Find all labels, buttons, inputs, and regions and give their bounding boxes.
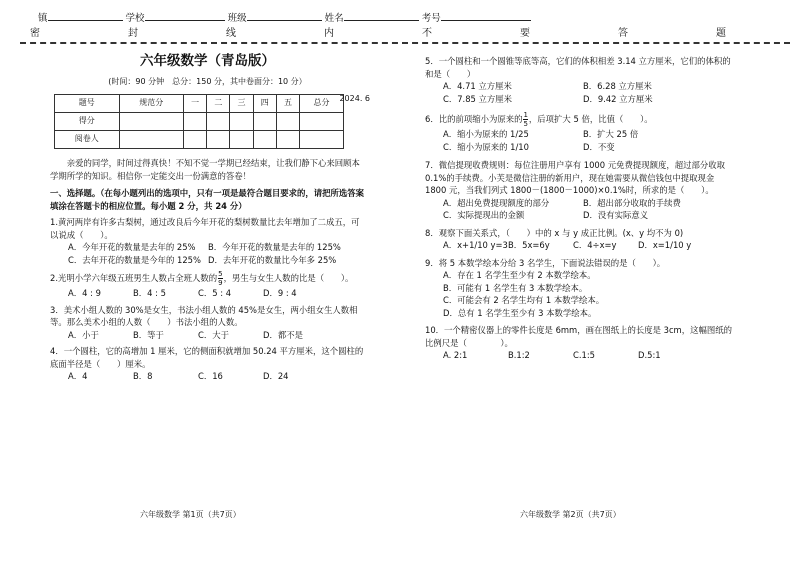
- field-school-blank[interactable]: [145, 11, 225, 21]
- question-2-options: [50, 287, 365, 300]
- question-5-options: [425, 80, 735, 105]
- option[interactable]: C.1:5: [573, 350, 595, 360]
- page-1-footer: 六年级数学 第1页（共7页）: [140, 510, 241, 519]
- seal-char: 线: [226, 28, 236, 39]
- question-3: 3．美术小组人数的 30%是女生，书法小组人数的 45%是女生，两小组女生人数相等。那么美术小组的人数（ ）书法小组的人数。: [50, 304, 358, 327]
- option[interactable]: B.1:2: [508, 350, 530, 360]
- option[interactable]: C．大于: [198, 329, 229, 340]
- seal-dashed-line: [20, 42, 790, 44]
- score-header-cell: 四: [253, 95, 276, 113]
- option[interactable]: D．没有实际意义: [583, 210, 649, 220]
- option[interactable]: D．9 : 4: [263, 288, 297, 298]
- question-10-options: [425, 349, 735, 362]
- option[interactable]: D.5:1: [638, 350, 661, 360]
- score-cell[interactable]: [184, 113, 207, 131]
- seal-char: 封: [128, 28, 138, 39]
- option[interactable]: C．去年开花的数量是今年的 125%: [68, 254, 201, 265]
- seal-char: 内: [324, 28, 334, 39]
- question-6-options: [425, 128, 735, 153]
- score-header-cell: 一: [184, 95, 207, 113]
- field-school-label: 学校: [125, 13, 145, 24]
- option[interactable]: C．实际提现出的金额: [443, 210, 525, 220]
- option[interactable]: A．今年开花的数量是去年的 25%: [68, 242, 196, 252]
- option[interactable]: A．4 : 9: [68, 288, 101, 298]
- page-2-footer: 六年级数学 第2页（共7页）: [520, 510, 621, 519]
- score-cell[interactable]: [119, 131, 184, 149]
- seal-char: 密: [30, 28, 40, 39]
- option[interactable]: B．8: [133, 371, 153, 381]
- option[interactable]: B．可能有 1 名学生有 3 本数学绘本。: [443, 282, 588, 293]
- score-cell[interactable]: [276, 113, 299, 131]
- question-3-options: [50, 329, 365, 342]
- field-class-blank[interactable]: [247, 11, 322, 21]
- score-header-cell: 三: [230, 95, 253, 113]
- field-class-label: 班级: [227, 13, 247, 24]
- option[interactable]: C．7.85 立方厘米: [443, 93, 513, 104]
- option[interactable]: D．都不是: [263, 329, 303, 340]
- question-1: 1.黄河两岸有许多古梨树，通过改良后今年开花的梨树数量比去年增加了二成五，可以说成（ ）。: [50, 217, 360, 240]
- option[interactable]: D．不变: [583, 141, 615, 152]
- option[interactable]: B．5x=6y: [508, 240, 550, 250]
- question-2: 2.光明小学六年级五班男生人数占全班人数的 $\frac{5}{9}$ ，男生与女生人数的比是（ ）。: [50, 270, 354, 287]
- option[interactable]: B．6.28 立方厘米: [583, 81, 652, 91]
- field-name-blank[interactable]: [344, 11, 419, 21]
- score-cell[interactable]: [253, 113, 276, 131]
- field-town-blank[interactable]: [48, 11, 123, 21]
- section-1-heading: 一、选择题。（在每小题列出的选项中，只有一项是最符合题目要求的，请把所选答案填涂在答题卡的相应位置。每小题 2 分，共 24 分）: [50, 188, 365, 211]
- question-8: 8．观察下面关系式，（ ）中的 x 与 y 成正比例。(x、y 均不为 0): [425, 227, 684, 238]
- score-cell[interactable]: [300, 113, 344, 131]
- exam-title: 六年级数学（青岛版）: [140, 53, 275, 69]
- question-4-options: [50, 370, 365, 383]
- score-header-cell: 总分: [300, 95, 344, 113]
- fraction: $\frac{5}{9}$: [218, 270, 223, 287]
- field-id-label: 考号: [421, 13, 441, 24]
- seal-char: 不: [422, 28, 432, 39]
- question-5: 5．一个圆柱和一个圆锥等底等高，它们的体积相差 3.14 立方厘米，它们的体积的和是（ ）: [425, 56, 731, 79]
- option[interactable]: C．缩小为原来的 1/10: [443, 141, 529, 152]
- question-4: 4．一个圆柱，它的高增加 1 厘米，它的侧面积就增加 50.24 平方厘米，这个圆柱的底面半径是（ ）厘米。: [50, 346, 364, 369]
- fraction: $\frac{1}{5}$: [523, 111, 528, 128]
- field-town-label: 镇: [38, 13, 48, 24]
- question-7: 7．微信提现收费规则：每位注册用户享有 1000 元免费提现额度，超过部分收取 0.1%的手续费。小芙是微信注册的新用户，现在她需要从微信钱包中提取现金 1800 元，当我们列式 1800－(1800－1000)×0.1%时，所求的是（ ）。: [425, 160, 725, 195]
- option[interactable]: D．9.42 立方厘米: [583, 93, 653, 104]
- seal-char: 答: [618, 28, 628, 39]
- score-cell[interactable]: [230, 131, 253, 149]
- option[interactable]: B．扩大 25 倍: [583, 129, 639, 139]
- score-cell[interactable]: [207, 113, 230, 131]
- field-name-label: 姓名: [324, 13, 344, 24]
- option[interactable]: A．4: [68, 371, 88, 381]
- option[interactable]: B．今年开花的数量是去年的 125%: [208, 242, 341, 252]
- score-header-cell: 五: [276, 95, 299, 113]
- question-1-options: [50, 241, 365, 266]
- score-header-cell: 二: [207, 95, 230, 113]
- seal-char: 题: [716, 28, 726, 39]
- binding-header: [0, 0, 794, 46]
- option[interactable]: C．可能会有 2 名学生均有 1 本数学绘本。: [443, 295, 605, 305]
- question-9: 9．将 5 本数学绘本分给 3 名学生，下面说法错误的是（ ）。: [425, 257, 666, 268]
- question-6: 6．比的前项缩小为原来的 $\frac{1}{5}$ ，后项扩大 5 倍，比值（ ）。: [425, 111, 653, 128]
- score-cell[interactable]: [276, 131, 299, 149]
- score-row-label: 阅卷人: [55, 131, 120, 149]
- question-7-options: [425, 197, 735, 222]
- option[interactable]: B．超出部分收取的手续费: [583, 197, 681, 208]
- score-cell[interactable]: [253, 131, 276, 149]
- option[interactable]: B．4 : 5: [133, 288, 166, 298]
- field-id-blank[interactable]: [441, 11, 531, 21]
- option[interactable]: A．超出免费提现额度的部分: [443, 197, 550, 208]
- score-header-cell: 题号: [55, 95, 120, 113]
- option[interactable]: D．x=1/10 y: [638, 240, 692, 250]
- score-header-cell: 规范分: [119, 95, 184, 113]
- question-10: 10．一个精密仪器上的零件长度是 6mm，画在图纸上的长度是 3cm，这幅图纸的比例尺是（ ）。: [425, 325, 732, 348]
- option[interactable]: D．去年开花的数量比今年多 25%: [208, 254, 337, 265]
- option[interactable]: B．等于: [133, 329, 164, 340]
- page-1: [50, 53, 370, 383]
- intro-text: 亲爱的同学，时间过得真快！不知不觉一学期已经结束，让我们静下心来回顾本学期所学的知识。相信你一定能交出一份满意的答卷！: [50, 158, 360, 181]
- option[interactable]: D．总有 1 名学生至少有 3 本数学绘本。: [443, 307, 597, 318]
- score-cell[interactable]: [207, 131, 230, 149]
- score-table: [54, 94, 344, 149]
- option[interactable]: A．存在 1 名学生至少有 2 本数学绘本。: [443, 270, 596, 280]
- seal-char: 要: [520, 28, 530, 39]
- option[interactable]: A. 2:1: [443, 350, 468, 360]
- score-cell[interactable]: [184, 131, 207, 149]
- option[interactable]: A．4.71 立方厘米: [443, 81, 512, 91]
- option[interactable]: A．缩小为原来的 1/25: [443, 129, 529, 139]
- exam-date: 2024. 6: [339, 94, 370, 103]
- option[interactable]: C．5 : 4: [198, 288, 232, 298]
- option[interactable]: D．24: [263, 371, 289, 381]
- page-2: [425, 55, 735, 362]
- exam-meta: (时间：90 分钟 总分：150 分，其中卷面分：10 分）: [108, 76, 307, 86]
- score-cell[interactable]: [230, 113, 253, 131]
- question-8-options: [425, 239, 735, 252]
- option[interactable]: C．16: [198, 371, 223, 381]
- score-cell[interactable]: [119, 113, 184, 131]
- option[interactable]: A．x+1/10 y=3: [443, 240, 508, 250]
- score-cell[interactable]: [300, 131, 344, 149]
- question-9-options: [425, 269, 735, 319]
- option[interactable]: A．小于: [68, 329, 99, 340]
- score-row-label: 得分: [55, 113, 120, 131]
- option[interactable]: C．4÷x=y: [573, 240, 617, 250]
